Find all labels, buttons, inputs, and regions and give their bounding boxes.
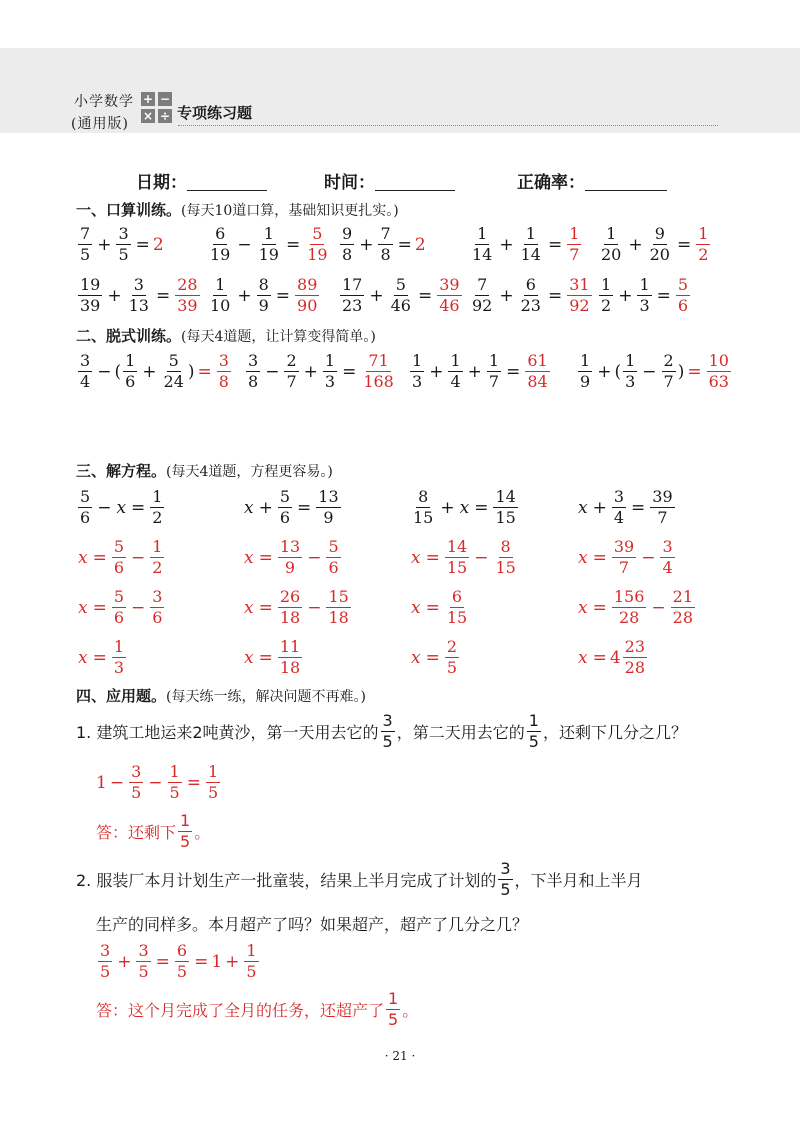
word-problem-1: 1. 建筑工地运来2吨黄沙，第一天用去它的 3 5 ，第二天用去它的 1 5 ，还剩下几分之几？ [76,711,687,751]
mental-item: 7 92 + $\frac{6}{23}$ = 31 92 [468,276,594,315]
fraction: 61 84 [527,351,548,391]
equation-step: x = $\frac{5}{6}$ − $\frac{3}{6}$ [78,587,163,627]
fraction: $\frac{5}{6}$ [113,587,125,627]
equation-step: x = $\frac{1}{3}$ [78,637,125,677]
fraction: 1 5 [528,711,539,751]
section-2-title: 二、脱式训练。 [76,327,182,345]
mental-item: 19 39 + $\frac{3}{13}$ = 28 39 [76,276,202,315]
minus-icon: − [159,92,171,106]
word-problem-2-solution: 3 5 + $\frac{3}{5}$ = $\frac{6}{5}$ = 1 + $\frac{1}{5}$ [100,941,257,981]
times-icon: × [142,109,154,123]
fraction: $\frac{1}{14}$ [520,224,541,264]
fraction: $\frac{1}{5}$ [246,941,257,981]
answer [523,352,551,391]
fraction: 3 5 [382,711,393,751]
fraction: $\frac{8}{9}$ [258,275,269,315]
section-3-title: 三、解方程。 [76,462,167,480]
fraction: 3 8 [218,351,229,391]
fraction: $\frac{13}{9}$ [318,487,339,527]
fraction: 9 8 [342,224,353,264]
answer [565,276,593,315]
fraction: 1 2 [601,275,612,315]
time-label: 时间： [324,173,375,193]
fraction: $\frac{1}{2}$ [152,537,163,577]
fraction: 10 63 [708,351,729,391]
fraction: 1 5 [388,989,399,1029]
accuracy-field [517,168,667,193]
fraction: 1 10 [210,275,231,315]
answer [694,225,712,264]
fraction: $\frac{3}{5}$ [138,941,149,981]
fraction: $\frac{14}{15}$ [495,487,516,527]
answer [215,352,233,391]
section-1-title: 一、口算训练。 [76,201,182,219]
equation-step: x = 4 23 28 [578,637,646,677]
fraction: $\frac{2}{5}$ [446,637,458,677]
fraction: $\frac{5}{6}$ [328,537,339,577]
page-number: · 21 · [384,1049,416,1063]
fraction: $\frac{39}{7}$ [652,487,673,527]
equation-step: x = $\frac{39}{7}$ − $\frac{3}{4}$ [578,537,673,577]
fraction: $\frac{26}{18}$ [279,587,301,627]
fraction: $\frac{6}{5}$ [176,941,188,981]
mental-item: 7 5 + $\frac{3}{5}$ = 2 [80,224,164,264]
fraction: $\frac{11}{18}$ [279,637,301,677]
section-2-note: (每天4道题，让计算变得简单。) [181,329,376,345]
mental-item: 1 14 + $\frac{1}{14}$ = 1 7 [468,225,583,264]
mental-item: 9 8 + $\frac{7}{8}$ = 2 [342,224,426,264]
series-title: 专项练习题 [177,104,253,122]
fraction: 89 90 [297,275,318,315]
equation: x + $\frac{5}{6}$ = $\frac{13}{9}$ [244,487,339,527]
stepwise-item: 1 3 + $\frac{1}{4}$ + $\frac{1}{7}$ = 61 84 [408,352,552,391]
answer: 2 [414,234,426,255]
fraction: $\frac{14}{15}$ [446,537,468,577]
word-problem-2-answer: 答：这个月完成了全月的任务，还超产了 1 5 。 [96,989,419,1029]
equation-step: x = $\frac{6}{15}$ [411,587,468,627]
section-1-note: (每天10道口算，基础知识更扎实。) [181,203,399,219]
fraction: 19 39 [80,275,101,315]
equation-step: x = $\frac{14}{15}$ − $\frac{8}{15}$ [411,537,516,577]
divide-icon: ÷ [159,109,171,123]
fraction: 3 8 [248,351,259,391]
fraction: 1 14 [472,224,493,264]
word-problem-2-line2: 生产的同样多。本月超产了吗？如果超产，超产了几分之几？ [96,915,529,934]
fraction: $\frac{5}{46}$ [390,275,411,315]
fraction: $\frac{1}{3}$ [639,275,650,315]
fraction: $\frac{9}{20}$ [649,224,670,264]
fraction: 1 5 [180,811,191,851]
time-field [324,168,455,193]
fraction: $\frac{1}{3}$ [625,351,636,391]
fraction: $\frac{8}{15}$ [495,537,516,577]
mental-item: 1 20 + $\frac{9}{20}$ = 1 2 [597,225,712,264]
fraction: 7 92 [472,275,493,315]
fraction: $\frac{3}{5}$ [118,224,129,264]
brand-edition: (通用版) [71,116,129,132]
fraction: $\frac{1}{5}$ [169,762,180,802]
section-1-heading [76,199,399,220]
fraction: 5 19 [307,224,328,264]
fraction: 23 28 [624,637,646,677]
section-4-heading [76,685,366,706]
fraction: $\frac{1}{6}$ [125,351,136,391]
fraction: $\frac{3}{4}$ [662,537,673,577]
fraction: $\frac{1}{2}$ [152,487,163,527]
fraction: $\frac{5}{6}$ [279,487,291,527]
fraction: $\frac{6}{15}$ [446,587,468,627]
answer [674,276,692,315]
fraction: $\frac{1}{3}$ [113,637,125,677]
fraction: 71 168 [363,351,394,391]
fraction: $\frac{3}{13}$ [128,275,149,315]
fraction: $\frac{21}{28}$ [672,587,693,627]
fraction: $\frac{2}{7}$ [286,351,297,391]
fraction: $\frac{1}{3}$ [324,351,336,391]
section-3-note: (每天4道题，方程更容易。) [166,464,333,480]
brand-title: 小学数学 [74,94,134,110]
fraction: $\frac{5}{24}$ [163,351,184,391]
fraction: 31 92 [569,275,590,315]
mental-item: 1 2 + $\frac{1}{3}$ = 5 6 [597,276,692,315]
date-label: 日期： [136,173,187,193]
fraction: 5 6 [677,275,689,315]
equation-step: x = $\frac{11}{18}$ [244,637,301,677]
equation-step: x = $\frac{2}{5}$ [411,637,458,677]
equation: 5 6 − x = $\frac{1}{2}$ [80,487,163,527]
fraction: 8 15 [413,487,434,527]
equation-step: x = $\frac{13}{9}$ − $\frac{5}{6}$ [244,537,339,577]
fraction: 3 5 [100,941,111,981]
equation: 8 15 + x = $\frac{14}{15}$ [413,487,516,527]
stepwise-item: 3 4 − ( $\frac{1}{6}$ + $\frac{5}{24}$ ) = 3 8 [76,352,233,391]
answer [705,352,733,391]
header-divider [178,125,718,126]
mental-item: 6 19 − $\frac{1}{19}$ = 5 19 [206,225,332,264]
fraction: $\frac{2}{7}$ [663,351,674,391]
fraction: $\frac{15}{18}$ [328,587,349,627]
stepwise-item: 1 9 + ( $\frac{1}{3}$ − $\frac{2}{7}$ ) = 10 63 [576,352,733,391]
accuracy-label: 正确率： [517,173,585,193]
fraction: 1 2 [698,224,709,264]
fraction: 39 46 [439,275,460,315]
word-problem-1-solution: 1 − $\frac{3}{5}$ − $\frac{1}{5}$ = $\frac{1}{5}$ [96,762,219,802]
fraction: $\frac{1}{7}$ [488,351,500,391]
fraction: 3 4 [80,351,91,391]
fraction: $\frac{39}{7}$ [613,537,635,577]
answer [359,352,398,391]
fraction: 1 20 [601,224,622,264]
equation: x + $\frac{3}{4}$ = $\frac{39}{7}$ [578,487,673,527]
date-blank [187,174,267,191]
fraction: 1 7 [569,224,580,264]
fraction: $\frac{156}{28}$ [613,587,645,627]
fraction: 17 23 [342,275,363,315]
fraction: $\frac{6}{23}$ [520,275,541,315]
fraction: 3 5 [500,859,511,899]
equation-step: x = $\frac{156}{28}$ − $\frac{21}{28}$ [578,587,693,627]
section-3-heading [76,460,333,481]
fraction: $\frac{13}{9}$ [279,537,301,577]
fraction: $\frac{3}{6}$ [152,587,163,627]
time-blank [375,174,455,191]
section-2-heading [76,325,376,346]
fraction: 28 39 [177,275,198,315]
fraction: $\frac{1}{4}$ [450,351,461,391]
fraction: 7 5 [80,224,91,264]
fraction: $\frac{1}{19}$ [258,224,279,264]
fraction: $\frac{7}{8}$ [380,224,391,264]
answer [565,225,583,264]
fraction: 1 9 [580,351,591,391]
fraction: 5 6 [80,487,91,527]
accuracy-blank [585,174,667,191]
fraction: 1 3 [412,351,423,391]
answer: 2 [152,234,164,255]
fraction: $\frac{5}{6}$ [113,537,125,577]
answer [293,276,321,315]
operators-logo [141,92,173,124]
fraction: $\frac{3}{4}$ [613,487,625,527]
plus-icon: + [142,92,154,106]
mental-item: 17 23 + $\frac{5}{46}$ = 39 46 [338,276,464,315]
answer [303,225,331,264]
fraction: $\frac{1}{5}$ [207,762,219,802]
date-field [136,168,267,193]
equation-step: x = $\frac{5}{6}$ − $\frac{1}{2}$ [78,537,163,577]
section-4-note: (每天练一练，解决问题不再难。) [166,689,366,705]
fraction: 6 19 [210,224,231,264]
answer [173,276,201,315]
word-problem-2: 2. 服装厂本月计划生产一批童装，结果上半月完成了计划的 3 5 ，下半月和上半月 [76,859,643,899]
section-4-title: 四、应用题。 [76,687,167,705]
answer [435,276,463,315]
equation-step: x = $\frac{26}{18}$ − $\frac{15}{18}$ [244,587,349,627]
word-problem-1-answer: 答：还剩下 1 5 。 [96,811,211,851]
mental-item: 1 10 + $\frac{8}{9}$ = 89 90 [206,276,321,315]
fraction: $\frac{3}{5}$ [131,762,142,802]
stepwise-item: 3 8 − $\frac{2}{7}$ + $\frac{1}{3}$ = 71 168 [244,352,398,391]
